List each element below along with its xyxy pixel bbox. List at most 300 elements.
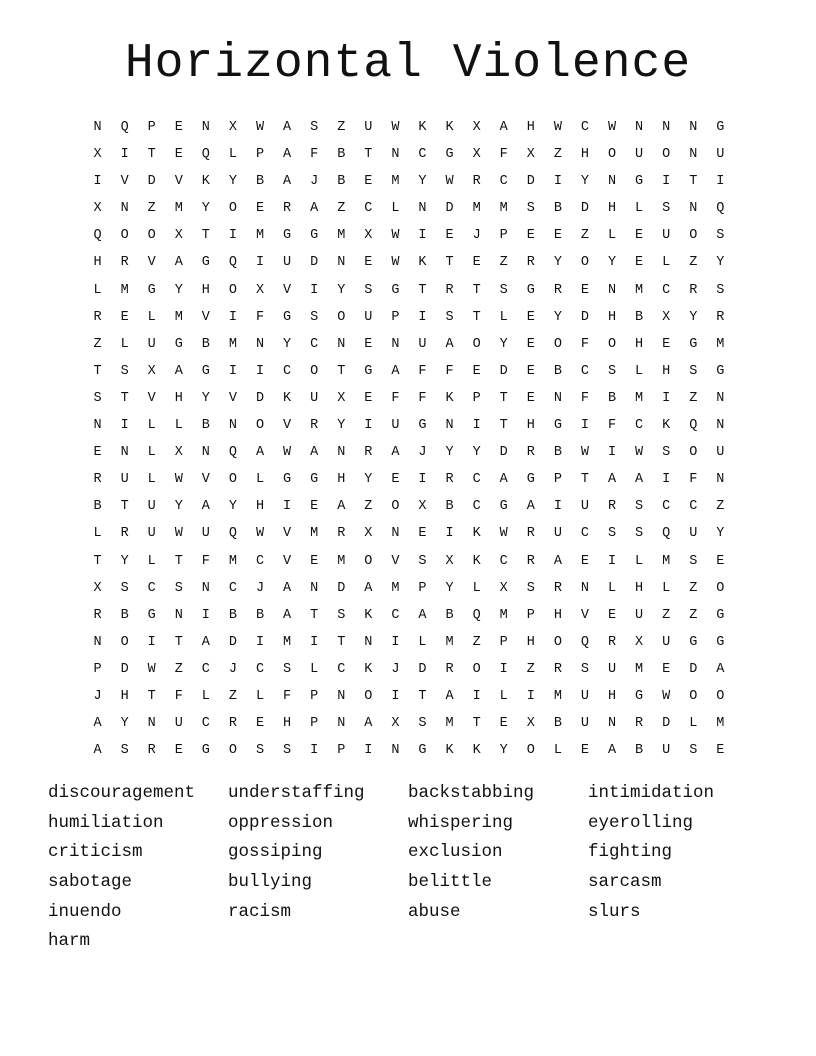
grid-letter: N — [716, 418, 725, 434]
grid-letter: T — [147, 147, 156, 163]
grid-letter: A — [283, 607, 292, 623]
grid-letter: U — [553, 526, 562, 542]
grid-letter: N — [553, 390, 562, 406]
grid-letter: S — [635, 526, 644, 542]
grid-letter: V — [174, 174, 183, 190]
grid-letter: S — [662, 201, 671, 217]
grid-row — [84, 304, 734, 331]
grid-letter: V — [228, 390, 237, 406]
grid-letter: W — [391, 120, 400, 135]
grid-letter: C — [255, 553, 265, 569]
grid-letter: N — [391, 526, 400, 542]
grid-letter: R — [120, 526, 129, 542]
grid-letter: U — [418, 336, 427, 352]
grid-letter: R — [716, 309, 725, 325]
grid-letter: R — [147, 743, 156, 759]
grid-letter: S — [337, 607, 346, 623]
grid-letter: V — [283, 418, 292, 434]
grid-letter: Q — [228, 526, 237, 542]
grid-letter: P — [526, 607, 535, 623]
grid-letter: Y — [120, 553, 129, 569]
grid-letter: X — [526, 716, 535, 732]
grid-letter: G — [716, 120, 725, 135]
grid-letter: I — [310, 634, 319, 650]
grid-letter: L — [93, 282, 102, 298]
grid-letter: C — [310, 336, 319, 352]
grid-letter: L — [635, 201, 644, 217]
grid-letter: X — [472, 147, 481, 163]
grid-letter: X — [337, 390, 346, 406]
grid-letter: S — [499, 282, 508, 298]
grid-letter: J — [391, 661, 400, 677]
grid-letter: Y — [445, 580, 454, 596]
grid-letter: C — [662, 499, 671, 515]
grid-letter: Y — [418, 174, 427, 190]
grid-letter: B — [553, 363, 562, 379]
grid-letter: N — [201, 445, 210, 461]
grid-letter: A — [445, 336, 454, 352]
grid-letter: X — [93, 147, 102, 163]
grid-letter: A — [201, 499, 210, 515]
grid-letter: G — [201, 363, 210, 379]
grid-letter: F — [499, 147, 508, 163]
grid-letter: N — [364, 634, 373, 650]
grid-letter: Q — [228, 445, 237, 461]
grid-letter: Y — [445, 445, 454, 461]
word-bank-item: eyerolling — [588, 812, 694, 833]
grid-letter: I — [418, 309, 427, 325]
grid-letter: A — [418, 607, 427, 623]
grid-letter: F — [391, 390, 400, 406]
grid-letter: H — [526, 634, 535, 650]
word-bank-item: intimidation — [588, 783, 715, 803]
grid-letter: V — [120, 174, 129, 190]
grid-letter: A — [283, 120, 292, 135]
grid-letter: W — [255, 120, 265, 135]
grid-letter: U — [147, 499, 156, 515]
grid-row — [84, 466, 734, 493]
grid-letter: T — [499, 390, 508, 406]
grid-letter: O — [689, 688, 698, 704]
grid-letter: P — [147, 120, 156, 135]
grid-letter: D — [120, 661, 129, 677]
grid-letter: Z — [553, 147, 562, 163]
grid-letter: E — [93, 445, 102, 461]
grid-letter: E — [635, 255, 644, 271]
grid-letter: X — [255, 282, 265, 298]
grid-letter: Y — [607, 255, 617, 271]
grid-row — [84, 575, 734, 602]
grid-letter: S — [662, 445, 671, 461]
grid-letter: U — [689, 526, 698, 542]
grid-letter: S — [607, 363, 617, 379]
grid-letter: F — [255, 309, 265, 325]
grid-letter: D — [689, 661, 698, 677]
grid-letter: K — [472, 553, 481, 569]
grid-letter: E — [526, 228, 535, 244]
grid-letter: V — [201, 309, 210, 325]
grid-letter: T — [499, 418, 508, 434]
grid-letter: O — [553, 336, 562, 352]
grid-letter: I — [499, 661, 508, 677]
grid-letter: T — [310, 607, 319, 623]
grid-letter: M — [499, 201, 508, 217]
grid-letter: H — [607, 688, 617, 704]
grid-letter: Z — [662, 607, 671, 623]
grid-letter: U — [635, 607, 644, 623]
grid-letter: L — [689, 716, 698, 732]
grid-letter: U — [120, 472, 129, 488]
grid-letter: M — [499, 607, 508, 623]
grid-letter: O — [337, 309, 346, 325]
grid-letter: A — [391, 445, 400, 461]
grid-letter: S — [120, 580, 129, 596]
grid-letter: X — [147, 363, 156, 379]
grid-letter: W — [174, 472, 183, 488]
grid-letter: X — [445, 553, 454, 569]
grid-letter: O — [228, 282, 237, 298]
grid-letter: Z — [526, 661, 535, 677]
grid-letter: Y — [228, 174, 237, 190]
grid-letter: I — [391, 688, 400, 704]
grid-letter: D — [499, 363, 508, 379]
grid-letter: E — [662, 661, 671, 677]
grid-letter: H — [337, 472, 346, 488]
word-bank-item: abuse — [408, 901, 461, 922]
grid-letter: N — [201, 580, 210, 596]
grid-letter: M — [662, 553, 671, 569]
letter-grid — [84, 114, 734, 764]
grid-letter: Y — [499, 743, 508, 759]
grid-letter: R — [93, 472, 102, 488]
grid-letter: X — [93, 201, 102, 217]
grid-letter: H — [580, 147, 589, 163]
grid-letter: H — [255, 499, 265, 515]
grid-letter: N — [580, 580, 589, 596]
grid-letter: P — [418, 580, 427, 596]
grid-letter: E — [526, 309, 535, 325]
grid-letter: E — [310, 553, 319, 569]
grid-letter: W — [662, 688, 671, 704]
grid-letter: I — [662, 174, 671, 190]
grid-letter: H — [174, 390, 183, 406]
word-bank-item: backstabbing — [408, 783, 535, 803]
grid-row — [84, 385, 734, 412]
grid-letter: I — [255, 255, 265, 271]
grid-letter: M — [174, 201, 183, 217]
grid-letter: E — [255, 716, 265, 732]
grid-letter: I — [228, 363, 237, 379]
grid-letter: I — [607, 445, 617, 461]
grid-letter: G — [445, 147, 454, 163]
grid-letter: Q — [93, 228, 102, 244]
grid-letter: A — [364, 580, 373, 596]
grid-letter: Y — [228, 499, 237, 515]
grid-letter: L — [499, 309, 508, 325]
grid-letter: K — [472, 743, 481, 759]
grid-letter: R — [553, 580, 562, 596]
grid-letter: C — [201, 716, 210, 732]
grid-letter: R — [526, 445, 535, 461]
grid-letter: U — [364, 309, 373, 325]
grid-letter: G — [526, 282, 535, 298]
grid-letter: B — [553, 716, 562, 732]
grid-letter: Z — [689, 255, 698, 271]
grid-letter: I — [255, 634, 265, 650]
grid-letter: O — [364, 688, 373, 704]
grid-letter: L — [255, 688, 265, 704]
grid-letter: E — [662, 336, 671, 352]
grid-letter: I — [418, 472, 427, 488]
grid-letter: P — [93, 661, 102, 677]
grid-letter: E — [580, 282, 589, 298]
grid-letter: T — [337, 363, 346, 379]
grid-letter: H — [201, 282, 210, 298]
grid-letter: N — [337, 688, 346, 704]
grid-letter: X — [174, 445, 183, 461]
grid-letter: X — [472, 120, 481, 135]
grid-letter: D — [255, 390, 265, 406]
grid-letter: N — [662, 120, 671, 135]
grid-letter: Y — [689, 309, 698, 325]
grid-letter: R — [120, 255, 129, 271]
grid-letter: U — [391, 418, 400, 434]
grid-letter: Z — [147, 201, 156, 217]
grid-letter: C — [580, 526, 589, 542]
grid-letter: Q — [580, 634, 589, 650]
word-bank-item: gossiping — [228, 842, 323, 863]
grid-letter: L — [310, 661, 319, 677]
grid-letter: I — [418, 228, 427, 244]
grid-letter: D — [310, 255, 319, 271]
grid-letter: Y — [337, 282, 346, 298]
grid-letter: M — [553, 688, 562, 704]
grid-letter: M — [716, 716, 725, 732]
grid-letter: M — [310, 526, 319, 542]
grid-letter: A — [337, 499, 346, 515]
grid-letter: H — [283, 716, 292, 732]
grid-letter: G — [716, 634, 725, 650]
grid-letter: L — [499, 688, 508, 704]
grid-letter: I — [228, 228, 237, 244]
grid-letter: N — [689, 120, 698, 135]
grid-letter: C — [580, 120, 589, 135]
grid-letter: C — [147, 580, 156, 596]
grid-letter: I — [662, 472, 671, 488]
grid-letter: G — [364, 363, 373, 379]
grid-letter: I — [716, 174, 725, 190]
grid-letter: X — [418, 499, 427, 515]
grid-letter: P — [472, 390, 481, 406]
grid-row — [84, 114, 734, 141]
grid-letter: J — [472, 228, 481, 244]
grid-letter: A — [93, 716, 102, 732]
grid-letter: A — [635, 472, 644, 488]
grid-letter: V — [147, 255, 156, 271]
grid-letter: M — [445, 634, 454, 650]
grid-letter: A — [364, 716, 373, 732]
grid-letter: A — [310, 201, 319, 217]
grid-letter: H — [607, 201, 617, 217]
grid-letter: S — [689, 553, 698, 569]
grid-letter: A — [607, 743, 617, 759]
grid-letter: M — [635, 282, 644, 298]
grid-letter: B — [635, 309, 644, 325]
grid-letter: V — [201, 472, 210, 488]
grid-letter: Z — [93, 336, 102, 352]
grid-row — [84, 710, 734, 737]
grid-letter: E — [526, 363, 535, 379]
grid-letter: W — [255, 526, 265, 542]
grid-letter: I — [120, 147, 129, 163]
grid-letter: R — [689, 282, 698, 298]
grid-letter: R — [553, 661, 562, 677]
grid-letter: O — [228, 743, 237, 759]
grid-letter: A — [283, 147, 292, 163]
grid-letter: I — [472, 418, 481, 434]
grid-letter: P — [337, 743, 346, 759]
grid-letter: U — [174, 716, 183, 732]
grid-letter: G — [635, 174, 644, 190]
grid-letter: P — [553, 472, 562, 488]
grid-letter: U — [580, 688, 589, 704]
grid-letter: S — [120, 743, 129, 759]
grid-letter: B — [228, 607, 237, 623]
grid-letter: I — [201, 607, 210, 623]
grid-letter: N — [255, 336, 265, 352]
grid-letter: S — [174, 580, 183, 596]
grid-letter: N — [689, 201, 698, 217]
grid-letter: O — [120, 228, 129, 244]
grid-letter: R — [526, 526, 535, 542]
grid-letter: K — [662, 418, 671, 434]
grid-letter: B — [337, 174, 346, 190]
grid-letter: A — [607, 472, 617, 488]
grid-letter: M — [337, 228, 346, 244]
grid-letter: K — [201, 174, 210, 190]
grid-letter: L — [147, 309, 156, 325]
grid-row — [84, 602, 734, 629]
grid-letter: W — [174, 526, 183, 542]
grid-letter: M — [283, 634, 292, 650]
grid-letter: G — [689, 634, 698, 650]
grid-letter: D — [580, 201, 589, 217]
grid-letter: E — [526, 390, 535, 406]
grid-letter: Q — [228, 255, 237, 271]
grid-letter: I — [445, 526, 454, 542]
grid-letter: S — [526, 201, 535, 217]
grid-letter: R — [445, 661, 454, 677]
grid-letter: K — [445, 390, 454, 406]
grid-letter: B — [255, 174, 265, 190]
grid-letter: T — [174, 634, 183, 650]
grid-letter: N — [607, 174, 617, 190]
grid-letter: O — [472, 336, 481, 352]
grid-letter: Z — [499, 255, 508, 271]
grid-letter: V — [147, 390, 156, 406]
grid-letter: A — [174, 363, 183, 379]
grid-letter: B — [337, 147, 346, 163]
grid-row — [84, 222, 734, 249]
grid-letter: W — [499, 526, 508, 542]
grid-letter: X — [364, 526, 373, 542]
grid-letter: N — [337, 255, 346, 271]
grid-row — [84, 737, 734, 764]
grid-letter: I — [147, 634, 156, 650]
grid-letter: G — [147, 282, 156, 298]
grid-letter: S — [716, 228, 725, 244]
grid-letter: Y — [472, 445, 481, 461]
grid-letter: V — [283, 526, 292, 542]
grid-letter: O — [580, 255, 589, 271]
grid-letter: N — [93, 418, 102, 434]
grid-letter: K — [364, 661, 373, 677]
grid-letter: M — [635, 390, 644, 406]
grid-letter: G — [689, 336, 698, 352]
grid-letter: S — [635, 499, 644, 515]
grid-row — [84, 683, 734, 710]
grid-letter: S — [93, 390, 102, 406]
grid-letter: N — [310, 580, 319, 596]
grid-letter: N — [716, 390, 725, 406]
grid-letter: D — [526, 174, 535, 190]
grid-letter: Y — [174, 499, 183, 515]
grid-letter: D — [662, 716, 671, 732]
grid-letter: M — [716, 336, 725, 352]
grid-letter: G — [418, 418, 427, 434]
grid-letter: B — [635, 743, 644, 759]
grid-letter: L — [120, 336, 129, 352]
grid-letter: G — [283, 228, 292, 244]
grid-letter: F — [580, 390, 589, 406]
grid-row — [84, 195, 734, 222]
grid-letter: Z — [337, 120, 346, 135]
grid-letter: M — [337, 553, 346, 569]
grid-letter: J — [255, 580, 265, 596]
grid-letter: V — [283, 282, 292, 298]
grid-letter: R — [607, 499, 617, 515]
grid-letter: Y — [553, 255, 562, 271]
grid-letter: F — [174, 688, 183, 704]
grid-letter: T — [418, 688, 427, 704]
grid-letter: A — [283, 580, 292, 596]
grid-letter: N — [391, 147, 400, 163]
grid-letter: I — [310, 743, 319, 759]
grid-letter: E — [364, 174, 373, 190]
grid-letter: C — [255, 661, 265, 677]
grid-letter: N — [147, 716, 156, 732]
word-bank-item: slurs — [588, 901, 641, 922]
grid-letter: B — [445, 499, 454, 515]
grid-letter: X — [228, 120, 237, 135]
grid-letter: Y — [174, 282, 183, 298]
grid-letter: D — [147, 174, 156, 190]
grid-letter: O — [472, 661, 481, 677]
grid-letter: A — [553, 553, 562, 569]
grid-letter: C — [472, 472, 481, 488]
grid-letter: L — [93, 526, 102, 542]
grid-letter: C — [689, 499, 698, 515]
grid-letter: O — [310, 363, 319, 379]
grid-letter: Y — [553, 309, 562, 325]
grid-letter: U — [310, 390, 319, 406]
grid-letter: B — [607, 390, 617, 406]
grid-letter: K — [472, 526, 481, 542]
grid-letter: B — [93, 499, 102, 515]
grid-letter: G — [499, 499, 508, 515]
grid-letter: F — [283, 688, 292, 704]
grid-letter: C — [472, 499, 481, 515]
